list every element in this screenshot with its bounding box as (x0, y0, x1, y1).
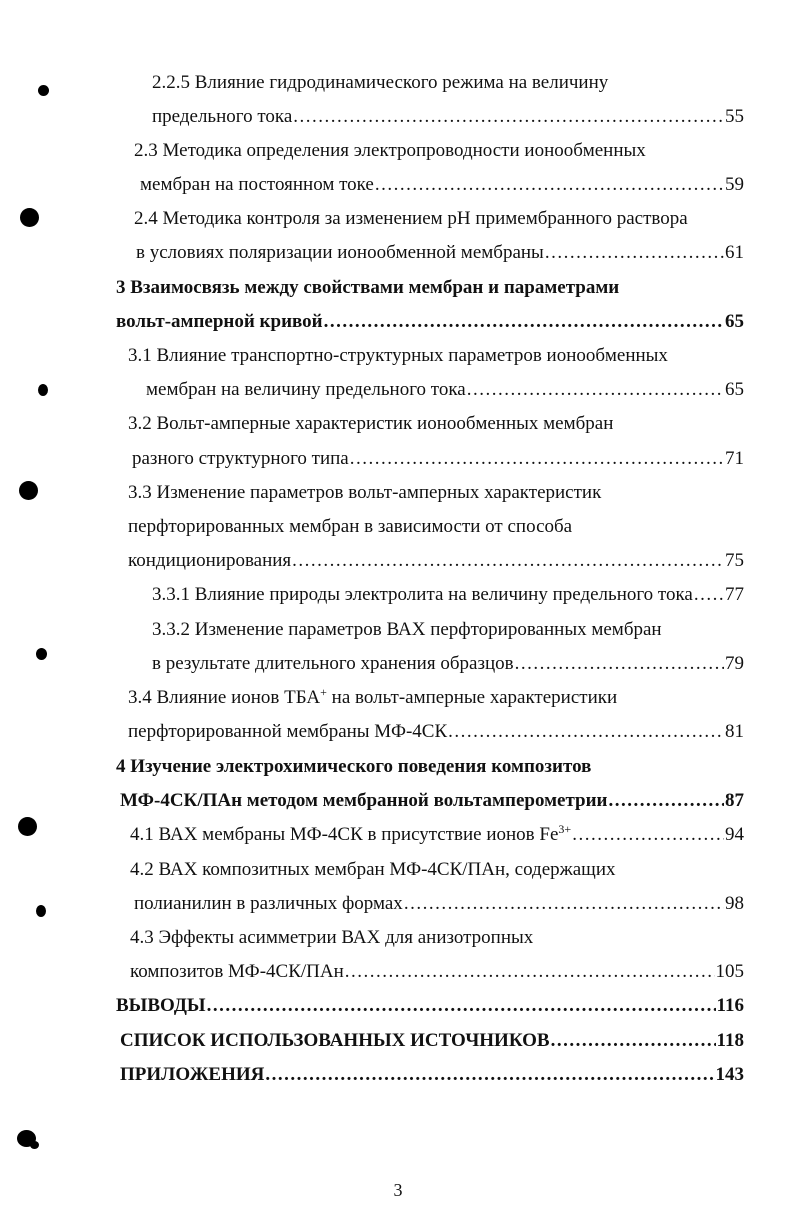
toc-entry[interactable] (136, 240, 744, 266)
toc-entry[interactable] (152, 651, 744, 677)
leader-dots (207, 993, 716, 1019)
leader-dots (609, 788, 725, 814)
toc-entry[interactable] (120, 788, 744, 814)
leader-dots (694, 582, 724, 608)
leader-dots (265, 1062, 714, 1088)
toc-text: 3 Взаимосвязь между свойствами мембран и параметрами (116, 277, 620, 298)
toc-text: кондиционирования (128, 550, 292, 571)
toc-text: перфторированной мембраны МФ-4СК (128, 721, 448, 742)
punch-hole-mark (38, 384, 48, 396)
toc-line (134, 138, 646, 164)
toc-entry[interactable] (132, 446, 744, 472)
punch-hole-mark (36, 648, 47, 660)
toc-chapter-line (116, 275, 619, 301)
toc-text: 2.4 Методика контроля за изменением pH примембранного раствора (134, 208, 688, 229)
toc-page-number: 77 (725, 584, 744, 605)
toc-entry[interactable] (152, 582, 744, 608)
toc-line (128, 514, 572, 540)
toc-line (130, 857, 615, 883)
toc-entry[interactable] (152, 104, 744, 130)
toc-entry[interactable] (116, 993, 744, 1019)
toc-page-number: 79 (725, 653, 744, 674)
leader-dots (345, 959, 715, 985)
toc-page-number: 65 (725, 379, 744, 400)
toc-text: 3.1 Влияние транспортно-структурных параметров ионообменных (128, 345, 668, 366)
superscript: + (320, 685, 327, 699)
toc-entry[interactable] (140, 172, 744, 198)
toc-text: разного структурного типа (132, 448, 349, 469)
toc-entry[interactable] (116, 309, 744, 335)
toc-line (134, 206, 688, 232)
toc-text: 3.4 Влияние ионов ТБА (128, 687, 321, 708)
toc-chapter-line (116, 754, 591, 780)
leader-dots (551, 1028, 716, 1054)
toc-text: МФ-4СК/ПАн методом мембранной вольтамперометрии (120, 790, 608, 811)
toc-text: 3.2 Вольт-амперные характеристик ионообменных мембран (128, 413, 614, 434)
toc-text: СПИСОК ИСПОЛЬЗОВАННЫХ ИСТОЧНИКОВ (120, 1030, 550, 1051)
toc-text: в результате длительного хранения образцов (152, 653, 514, 674)
leader-dots (572, 822, 724, 848)
leader-dots (515, 651, 724, 677)
punch-hole-mark (20, 208, 39, 227)
toc-text: мембран на величину предельного тока (146, 379, 466, 400)
toc-text: полианилин в различных формах (134, 893, 403, 914)
toc-page-number: 55 (725, 106, 744, 127)
toc-text: 3.3.1 Влияние природы электролита на величину предельного тока (152, 584, 693, 605)
toc-page-number: 81 (725, 721, 744, 742)
toc-line (128, 480, 601, 506)
toc-text: 4 Изучение электрохимического поведения композитов (116, 756, 592, 777)
toc-text: 4.1 ВАХ мембраны МФ-4СК в присутствие ионов Fe (130, 824, 559, 845)
toc-page-number: 143 (715, 1064, 744, 1085)
leader-dots (404, 891, 724, 917)
superscript: 3+ (558, 822, 572, 836)
toc-page-number: 71 (725, 448, 744, 469)
punch-hole-mark (30, 1141, 39, 1149)
leader-dots (545, 240, 724, 266)
toc-page-number: 65 (725, 311, 744, 332)
toc-text: вольт-амперной кривой (116, 311, 323, 332)
punch-hole-mark (38, 85, 49, 96)
toc-entry[interactable] (128, 548, 744, 574)
toc-page-number: 116 (716, 995, 744, 1016)
toc-line (152, 70, 608, 96)
toc-entry[interactable] (120, 1028, 744, 1054)
toc-text: композитов МФ-4СК/ПАн (130, 961, 344, 982)
leader-dots (350, 446, 724, 472)
leader-dots (448, 719, 724, 745)
toc-page-number: 87 (725, 790, 744, 811)
toc-text: мембран на постоянном токе (140, 174, 374, 195)
toc-text: 2.3 Методика определения электропроводности ионообменных (134, 140, 646, 161)
toc-entry[interactable] (130, 822, 744, 848)
toc-entry[interactable] (128, 719, 744, 745)
toc-line (130, 925, 533, 951)
leader-dots (375, 172, 724, 198)
toc-text: в условиях поляризации ионообменной мембраны (136, 242, 544, 263)
toc-text: предельного тока (152, 106, 293, 127)
toc-text: 2.2.5 Влияние гидродинамического режима на величину (152, 72, 609, 93)
punch-hole-mark (18, 817, 37, 836)
toc-text: ВЫВОДЫ (116, 995, 206, 1016)
leader-dots (292, 548, 724, 574)
toc-page-number: 59 (725, 174, 744, 195)
toc-page-number: 118 (716, 1030, 744, 1051)
toc-page-number: 105 (715, 961, 744, 982)
toc-text: 3.3 Изменение параметров вольт-амперных характеристик (128, 482, 602, 503)
toc-page-number: 61 (725, 242, 744, 263)
leader-dots (293, 104, 724, 130)
toc-line (128, 685, 617, 711)
toc-entry[interactable] (134, 891, 744, 917)
toc-text: ПРИЛОЖЕНИЯ (120, 1064, 265, 1085)
toc-page-number: 94 (725, 824, 744, 845)
punch-hole-mark (19, 481, 38, 500)
leader-dots (467, 377, 724, 403)
toc-text: 3.3.2 Изменение параметров ВАХ перфторированных мембран (152, 619, 662, 640)
toc-entry[interactable] (130, 959, 744, 985)
punch-hole-mark (36, 905, 46, 917)
toc-entry[interactable] (120, 1062, 744, 1088)
toc-text: перфторированных мембран в зависимости от способа (128, 516, 573, 537)
page-number: 3 (393, 1180, 403, 1200)
toc-text: 4.2 ВАХ композитных мембран МФ-4СК/ПАн, содержащих (130, 859, 616, 880)
leader-dots (324, 309, 724, 335)
toc-line (128, 343, 668, 369)
toc-text: 4.3 Эффекты асимметрии ВАХ для анизотропных (130, 927, 534, 948)
toc-entry[interactable] (146, 377, 744, 403)
toc-page-number: 75 (725, 550, 744, 571)
toc-line (152, 617, 662, 643)
toc-line (128, 411, 613, 437)
toc-page-number: 98 (725, 893, 744, 914)
toc-text-continued: на вольт-амперные характеристики (326, 687, 618, 708)
